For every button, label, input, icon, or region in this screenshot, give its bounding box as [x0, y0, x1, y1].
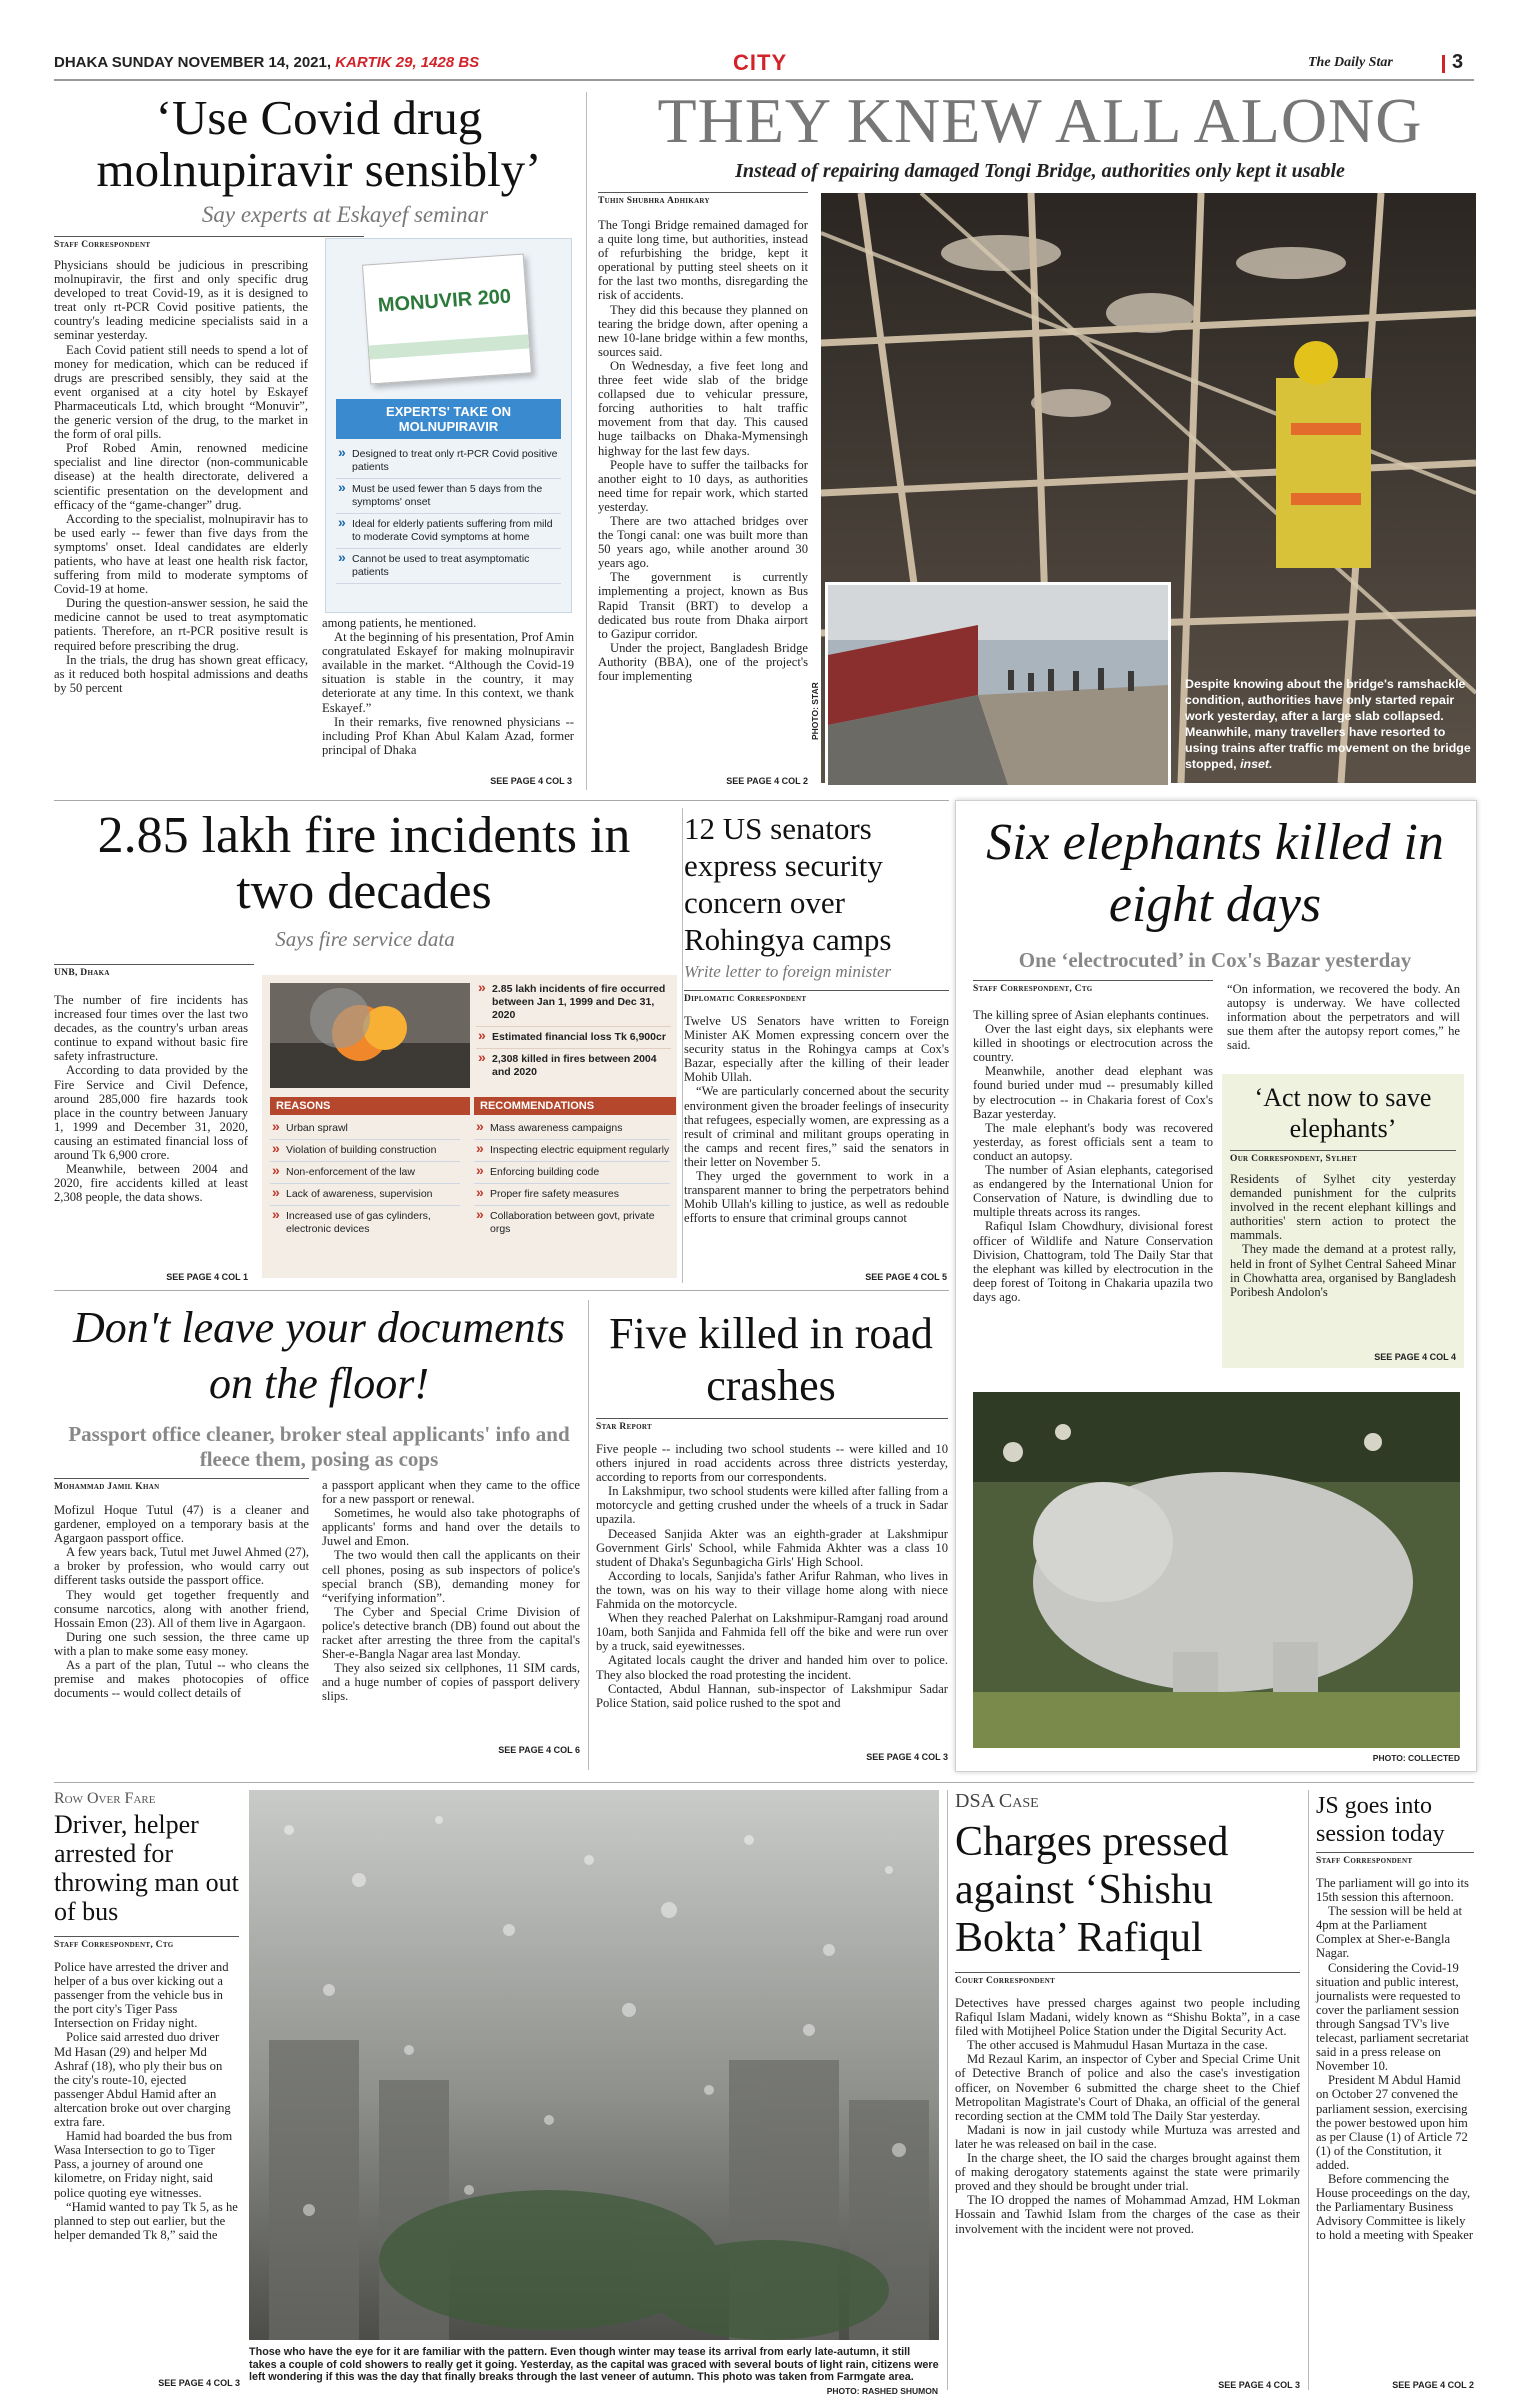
col-rule: [586, 92, 587, 790]
covid-p2: Each Covid patient still needs to spend a lot of money for medication, which can be reduced if drugs are prescribed sensibly, they said at the event organised at a city hotel by Eskayef Pharmaceuticals Ltd, which brought “Monuvir”, the generic version of the drug, to the market in the form of oral pills.: [54, 342, 308, 442]
elephants-subhead: One ‘electrocuted’ in Cox's Bazar yesterday: [1018, 948, 1412, 972]
passport-headline: Don't leave your documents on the floor!: [72, 1303, 566, 1408]
js-body: [1316, 1876, 1474, 2242]
act-now-headline: ‘Act now to save elephants’: [1254, 1083, 1432, 1143]
covid-col1: [54, 258, 308, 695]
fire-stat: » Estimated financial loss Tk 6,900cr: [476, 1027, 671, 1049]
elephants-p1: The killing spree of Asian elephants continues.: [973, 1008, 1210, 1022]
monuvir-pack-stripe: [369, 334, 530, 359]
fire-graphic: [262, 975, 677, 1278]
js-p5: Before commencing the House proceedings on the day, the Parliamentary Business Advisory Committee is likely to hold a meeting with Speaker: [1316, 2171, 1474, 2243]
act-now-byline: Our Correspondent, Sylhet: [1230, 1150, 1456, 1164]
dsa-headline: Charges pressed against ‘Shishu Bokta’ Rafiqul: [955, 1819, 1229, 1961]
experts-list: [336, 444, 561, 584]
passport-see-page: SEE PAGE 4 COL 6: [498, 1745, 580, 1755]
bottom-section-rule: [54, 1782, 1474, 1783]
fire-photo-art: [270, 983, 470, 1088]
passport-p8: The two would then call the applicants on their cell phones, posing as sub inspectors of police's special branch (SB), demanding money for “verifying information”.: [322, 1548, 580, 1605]
train-inset-art: [828, 585, 1168, 785]
fire-p1: The number of fire incidents has increased four times over the last two decades, as the country's urban areas continue to expand without basic fire safety infrastructure.: [54, 993, 248, 1064]
section-label: CITY: [733, 50, 788, 75]
monuvir-box: [325, 238, 572, 613]
senators-p1: Twelve US Senators have written to Foreign Minister AK Momen expressing concern over the security status in the Rohingya camps at Cox's Bazar, especially after the killing of their leader Mohib Ullah.: [684, 1014, 949, 1085]
dateline: [54, 54, 479, 71]
col-rule: [947, 1790, 948, 2390]
expert-point: » Cannot be used to treat asymptomatic patients: [336, 549, 561, 584]
passport-p1: Mofizul Hoque Tutul (47) is a cleaner and gardener, employed on a temporary basis at the Agargaon passport office.: [54, 1503, 309, 1546]
col-rule: [1308, 1790, 1309, 2390]
covid-col2: [322, 616, 574, 757]
road-p1: Five people -- including two school students -- were killed and 10 others injured in road accidents across three districts yesterday, according to reports from our correspondents.: [596, 1442, 948, 1485]
road-p5: When they reached Palerhat on Lakshmipur-Ramganj road around 10am, both Sanjida and Fahmida fell off the bike and were run over by a truck, said eyewitnesses.: [596, 1611, 948, 1654]
covid-p7: among patients, he mentioned.: [322, 616, 477, 630]
road-p4: According to locals, Sanjida's father Arifur Rahman, who lives in the town, was on his way to their village home along with niece Fahmida on the motorcycle.: [596, 1568, 948, 1612]
reason-item: » Urban sprawl: [270, 1118, 460, 1140]
fire-p2: According to data provided by the Fire Service and Civil Defence, around 285,000 fire hazards took place in the country between January 1, 1999 and December 31, 2020, causing an estimated financial loss of around Tk 6,900 crore.: [54, 1063, 248, 1163]
dsa-byline: Court Correspondent: [955, 1972, 1300, 1986]
elephants-p2: Over the last eight days, six elephants were killed in shootings or electrocution across the country.: [973, 1022, 1213, 1065]
bus-p4: “Hamid wanted to pay Tk 5, as he planned to step out earlier, but the helper demanded Tk 8,” said the: [54, 2199, 238, 2242]
senators-byline: Diplomatic Correspondent: [684, 990, 949, 1004]
rec-item: » Inspecting electric equipment regularly: [474, 1140, 670, 1162]
dsa-kicker: DSA Case: [955, 1790, 1039, 1812]
tongi-photo-credit: PHOTO: STAR: [810, 682, 820, 740]
tongi-body: [598, 218, 808, 683]
fire-p3: Meanwhile, between 2004 and 2020, fire accidents killed at least 2,308 people, the data shows.: [54, 1162, 248, 1205]
dsa-p3: Md Rezaul Karim, an inspector of Cyber and Special Crime Unit of Detective Branch of police and also the case's investigation officer, on November 6 submitted the charge sheet to the Chief Metropolitan Magistrate's Court of Dhaka, an official of the general recording section at the CMM told The Daily Star yesterday.: [955, 2052, 1300, 2123]
js-p3: Considering the Covid-19 situation and public interest, journalists were requested to cover the parliament session through Sangsad TV's live telecast, parliament secretariat said in a press release on November 10.: [1316, 1960, 1469, 2074]
covid-see-page: SEE PAGE 4 COL 3: [490, 776, 572, 786]
passport-byline: Mohammad Jamil Khan: [54, 1478, 309, 1492]
elephants-p7: “On information, we recovered the body. An autopsy is underway. We have collected information about the perpetrators and will sue them after the autopsy report comes,” he said.: [1227, 982, 1460, 1053]
senators-p3: They urged the government to work in a transparent manner to bring the perpetrators behind Mohib Ullah's killing to justice, as well as redouble efforts to ensure that criminal groups cannot: [684, 1169, 949, 1226]
tongi-caption: [1185, 676, 1475, 772]
road-byline: Star Report: [596, 1418, 948, 1432]
fire-photo: [270, 983, 470, 1088]
senators-body: [684, 1014, 949, 1225]
elephants-p6: Rafiqul Islam Chowdhury, divisional forest officer of Wildlife and Nature Conservation Division, Chattogram, told The Daily Star that the elephant was killed by electrocution in the deep forest of Toitong in Chakaria upazila two days ago.: [973, 1219, 1213, 1304]
js-byline: Staff Correspondent: [1316, 1852, 1474, 1866]
fire-subhead: Says fire service data: [275, 927, 455, 951]
senators-subhead: Write letter to foreign minister: [684, 962, 892, 981]
bus-headline: Driver, helper arrested for throwing man out of bus: [54, 1810, 239, 1926]
elephants-byline: Staff Correspondent, Ctg: [973, 980, 1213, 994]
covid-p9: In their remarks, five renowned physicians -- including Prof Khan Abul Kalam Azad, former principal of Dhaka: [322, 714, 574, 757]
elephant-photo-art: [973, 1392, 1460, 1748]
elephants-headline: Six elephants killed in eight days: [986, 814, 1444, 933]
rain-photo-art: [249, 1790, 939, 2340]
act-now-body: [1230, 1172, 1456, 1299]
tongi-caption-inset: inset.: [1240, 757, 1273, 771]
js-see-page: SEE PAGE 4 COL 2: [1392, 2380, 1474, 2390]
page-number: 3: [1452, 51, 1464, 73]
act-now-p2: They made the demand at a protest rally, held in front of Sylhet Central Saheed Minar in Chowhatta area, organised by Bangladesh Poribesh Andolon's: [1230, 1242, 1456, 1299]
dsa-p1: Detectives have pressed charges against two people including Rafiqul Islam Madani, widely known as “Shishu Bokta”, in a case filed with Motijheel Police Station under the Digital Security Act.: [955, 1996, 1300, 2039]
rec-item: » Mass awareness campaigns: [474, 1118, 670, 1140]
covid-byline: Staff Correspondent: [54, 236, 364, 250]
senators-see-page: SEE PAGE 4 COL 5: [865, 1272, 947, 1282]
bus-p3: Hamid had boarded the bus from Wasa Intersection to go to Tiger Pass, a journey of around one kilometre, on Friday night, said police quoting eye witnesses.: [54, 2129, 233, 2200]
dsa-p5: In the charge sheet, the IO said the charges brought against them of making derogatory statements against the state were primarily proved and they should be brought under trial.: [955, 2151, 1300, 2194]
rain-caption: Those who have the eye for it are familiar with the pattern. Even though winter may tease its arrival from early late-autumn, it still takes a couple of cold showers to really get it going. Yesterday, as the capital was graced with several bouts of light rain, citizens were left wondering if this was the day that finally breaks through the last veneer of autumn. This photo was taken from Farmgate area.: [249, 2346, 939, 2383]
bus-kicker: Row Over Fare: [54, 1790, 156, 1807]
act-now-p1: Residents of Sylhet city yesterday demanded punishment for the culprits involved in the recent elephant killings and authorities' stern action to protect the mammals.: [1230, 1172, 1456, 1243]
monuvir-pack: [362, 253, 532, 384]
road-p6: Agitated locals caught the driver and handed him over to police. They also blocked the road protesting the incident.: [596, 1653, 948, 1682]
passport-col1: [54, 1503, 309, 1700]
passport-p7: Sometimes, he would also take photographs of applicants' forms and hand over the details to Juwel and Emon.: [322, 1506, 580, 1549]
tongi-byline: Tuhin Shubhra Adhikary: [598, 192, 808, 206]
rec-item: » Enforcing building code: [474, 1162, 670, 1184]
covid-p5: During the question-answer session, he said the medicine cannot be used to treat asymptomatic patients. Therefore, an rt-PCR positive result is required before prescribing the drug.: [54, 596, 308, 653]
tongi-p4: People have to suffer the tailbacks for another eight to 10 days, as authorities need time for repair work, which started yesterday.: [598, 457, 808, 514]
senators-headline: 12 US senators express security concern over Rohingya camps: [684, 811, 892, 957]
elephant-photo: [973, 1392, 1460, 1748]
page-divider: [1442, 55, 1445, 73]
bus-byline: Staff Correspondent, Ctg: [54, 1936, 239, 1950]
expert-point: » Designed to treat only rt-PCR Covid positive patients: [336, 444, 561, 479]
dsa-p2: The other accused is Mahmudul Hasan Murtaza in the case.: [967, 2038, 1268, 2053]
passport-p3: They would get together frequently and consume narcotics, along with another friend, Hossain Emon (23). All of them live in Agargaon.: [54, 1587, 309, 1630]
tongi-p5: There are two attached bridges over the Tongi canal: one was built more than 50 years ago, while another around 30 years ago.: [598, 513, 808, 571]
train-inset-photo: [825, 582, 1171, 788]
road-p3: Deceased Sanjida Akter was an eighth-grader at Lakshmipur Government Girls' School, while Fahmida Akhter was a class 10 student of Dhaka's Segunbagicha Girls' High School.: [596, 1526, 948, 1569]
reason-item: » Lack of awareness, supervision: [270, 1184, 460, 1206]
act-now-see-page: SEE PAGE 4 COL 4: [1374, 1352, 1456, 1362]
tongi-p1: The Tongi Bridge remained damaged for a quite long time, but authorities, instead of refurbishing the bridge, kept it operational by putting steel sheets on it for the last two months, disregarding the risk of accidents.: [598, 218, 808, 303]
passport-p9: The Cyber and Special Crime Division of police's detective branch (DB) found out about the racket after arresting the three from the capital's Sher-e-Bangla Nagar area last Monday.: [322, 1604, 580, 1662]
passport-p6: a passport applicant when they came to the office for a new passport or renewal.: [322, 1478, 580, 1507]
tongi-see-page: SEE PAGE 4 COL 2: [726, 776, 808, 786]
road-body: [596, 1442, 948, 1710]
covid-headline: ‘Use Covid drug molnupiravir sensibly’: [96, 90, 542, 197]
section-rule: [54, 1290, 949, 1291]
fire-see-page: SEE PAGE 4 COL 1: [166, 1272, 248, 1282]
fire-stats: [476, 979, 671, 1083]
elephants-p5: The number of Asian elephants, categorised as endangered by the International Union for Conservation of Nature, is dwindling due to multiple threats across its ranges.: [973, 1163, 1213, 1220]
reasons-list: [270, 1118, 460, 1240]
passport-col2: [322, 1478, 580, 1704]
reason-item: » Increased use of gas cylinders, electronic devices: [270, 1206, 460, 1240]
tongi-headline: THEY KNEW ALL ALONG: [657, 85, 1423, 156]
tongi-p6: The government is currently implementing a project, known as Bus Rapid Transit (BRT) to develop a dedicated bus route from Dhaka airport to Gazipur corridor.: [598, 570, 808, 641]
covid-p3: Prof Robed Amin, renowned medicine specialist and line director (non-communicable disease) at the health directorate, delivered a scientific presentation on the development and efficacy of the “game-changer” drug.: [54, 441, 308, 512]
col-rule: [588, 1300, 589, 1770]
reason-item: » Violation of building construction: [270, 1140, 460, 1162]
rec-item: » Collaboration between govt, private orgs: [474, 1206, 670, 1240]
covid-p6: In the trials, the drug has shown great efficacy, as it reduced both hospital admissions and deaths by 50 percent: [54, 652, 308, 695]
passport-p10: They also seized six cellphones, 11 SIM cards, and a huge number of copies of passport delivery slips.: [322, 1661, 580, 1704]
elephants-col2: [1227, 982, 1460, 1052]
js-p2: The session will be held at 4pm at the Parliament Complex at Sher-e-Bangla Nagar.: [1316, 1904, 1462, 1961]
dsa-p6: The IO dropped the names of Mohammad Amzad, HM Lokman Hossain and Tawhid Islam from the charges of the case as their involvement with the incident were not proved.: [955, 2193, 1300, 2236]
road-p2: In Lakshmipur, two school students were killed after falling from a motorcycle and getting crushed under the wheels of a truck in Sadar upazila.: [596, 1484, 948, 1527]
passport-p2: A few years back, Tutul met Juwel Ahmed (27), a broker by profession, who would carry out different tasks outside the passport office.: [54, 1545, 309, 1588]
fire-byline: UNB, Dhaka: [54, 964, 254, 978]
tongi-subhead: Instead of repairing damaged Tongi Bridge, authorities only kept it usable: [735, 160, 1345, 182]
tongi-caption-text: Despite knowing about the bridge's ramshackle condition, authorities have only started repair work yesterday, after a large slab collapsed. Meanwhile, many travellers have resorted to using trains after traffic movement on the bridge stopped,: [1185, 677, 1471, 771]
recs-title: RECOMMENDATIONS: [474, 1097, 676, 1115]
fire-body: [54, 993, 248, 1204]
passport-p4: During one such session, the three came up with a plan to make some easy money.: [54, 1629, 309, 1658]
expert-point: » Must be used fewer than 5 days from the symptoms' onset: [336, 479, 561, 514]
covid-subhead: Say experts at Eskayef seminar: [201, 202, 489, 227]
elephants-col1: [973, 1008, 1213, 1304]
bus-see-page: SEE PAGE 4 COL 3: [158, 2378, 240, 2388]
masthead-rule: [54, 79, 1474, 81]
road-see-page: SEE PAGE 4 COL 3: [866, 1752, 948, 1762]
rain-photo: [249, 1790, 939, 2340]
col-rule: [682, 808, 683, 1283]
dateline-date: SUNDAY NOVEMBER 14, 2021,: [111, 54, 332, 71]
section-rule: [54, 800, 949, 801]
tongi-p7: Under the project, Bangladesh Bridge Authority (BBA), one of the project's four implementing: [598, 640, 808, 683]
fire-stat: » 2.85 lakh incidents of fire occurred between Jan 1, 1999 and Dec 31, 2020: [476, 979, 671, 1027]
js-p4: President M Abdul Hamid on October 27 convened the parliament session, exercising the power bestowed upon him as per Clause (1) of Article 72 (1) of the Constitution, it added.: [1316, 2073, 1468, 2172]
recs-list: [474, 1118, 670, 1240]
dateline-city: DHAKA: [54, 54, 108, 71]
bus-p2: Police said arrested duo driver Md Hasan (29) and helper Md Ashraf (18), who ply their bus on the city's route-10, ejected passenger Abdul Hamid after an altercation broke out over charging extra fare.: [54, 2030, 231, 2130]
covid-p1: Physicians should be judicious in prescribing molnupiravir, the first and only specific drug developed to treat Covid-19, as it is designed to treat only rt-PCR Covid positive patients, the country's leading medicine specialists said in a seminar yesterday.: [54, 258, 308, 343]
rain-photo-credit: PHOTO: RASHED SHUMON: [826, 2386, 938, 2396]
passport-p5: As a part of the plan, Tutul -- who cleans the premise and makes photocopies of office documents -- would collect details of: [54, 1658, 309, 1701]
bus-p1: Police have arrested the driver and helper of a bus over kicking out a passenger from the vehicle bus in the port city's Tiger Pass Intersection on Friday night.: [54, 1960, 229, 2031]
experts-title: EXPERTS' TAKE ON MOLNUPIRAVIR: [336, 399, 561, 439]
paper-logo: The Daily Star: [1308, 55, 1393, 70]
elephants-p3: Meanwhile, another dead elephant was found buried under mud -- presumably killed by electrocution -- in Chakaria forest of Cox's Bazar yesterday.: [973, 1064, 1213, 1121]
elephant-photo-credit: PHOTO: COLLECTED: [1372, 1753, 1460, 1763]
covid-p4: According to the specialist, molnupiravir has to be used early -- fewer than five days from the symptoms' onset. Ideal candidates are elderly patients, who have at least one health risk factor, suffering from mild to moderate symptoms of Covid-19 at home.: [54, 511, 308, 597]
reason-item: » Non-enforcement of the law: [270, 1162, 460, 1184]
dsa-p4: Madani is now in jail custody while Murtuza was arrested and later he was released on bail in the case.: [955, 2122, 1300, 2151]
senators-p2: “We are particularly concerned about the security environment given the broader feelings of insecurity that refugees, especially women, are expressing as a result of criminal and militant groups operating in the camps and recent fires,” said the senators in their letter on November 5.: [684, 1084, 949, 1169]
covid-p8: At the beginning of his presentation, Prof Amin congratulated Eskayef for making molnupiravir available in the market. “Although the Covid-19 situation is stable in the country, it may deteriorate at any time. In this context, we thank Eskayef.”: [322, 630, 574, 715]
dsa-body: [955, 1996, 1300, 2236]
dsa-see-page: SEE PAGE 4 COL 3: [1218, 2380, 1300, 2390]
monuvir-pack-label: MONUVIR 200: [377, 285, 512, 317]
js-p1: The parliament will go into its 15th session this afternoon.: [1316, 1876, 1469, 1905]
road-headline: Five killed in road crashes: [609, 1309, 933, 1410]
dateline-alt: KARTIK 29, 1428 BS: [335, 54, 480, 71]
fire-headline: 2.85 lakh fire incidents in two decades: [97, 807, 631, 920]
reasons-title: REASONS: [270, 1097, 470, 1115]
fire-stat: » 2,308 killed in fires between 2004 and 2020: [476, 1049, 671, 1083]
bus-body: [54, 1960, 239, 2242]
road-p7: Contacted, Abdul Hannan, sub-inspector of Lakshmipur Sadar Police Station, said police rushed to the spot and: [596, 1681, 948, 1710]
passport-subhead: Passport office cleaner, broker steal applicants' info and fleece them, posing as cops: [68, 1422, 570, 1471]
elephants-p4: The male elephant's body was recovered yesterday, as forest officials sent a team to conduct an autopsy.: [973, 1120, 1213, 1163]
expert-point: » Ideal for elderly patients suffering from mild to moderate Covid symptoms at home: [336, 514, 561, 549]
act-now-box: [1222, 1074, 1464, 1368]
tongi-p3: On Wednesday, a five feet long and three feet wide slab of the bridge collapsed due to vehicular pressure, forcing authorities to halt traffic movement from that day. This caused huge tailbacks on Dhaka-Mymensingh highway for the last few days.: [598, 358, 808, 458]
tongi-p2: They did this because they planned on tearing the bridge down, after opening a new 10-lane bridge within a few months, sources said.: [598, 302, 808, 359]
rec-item: » Proper fire safety measures: [474, 1184, 670, 1206]
js-headline: JS goes into session today: [1316, 1793, 1445, 1847]
